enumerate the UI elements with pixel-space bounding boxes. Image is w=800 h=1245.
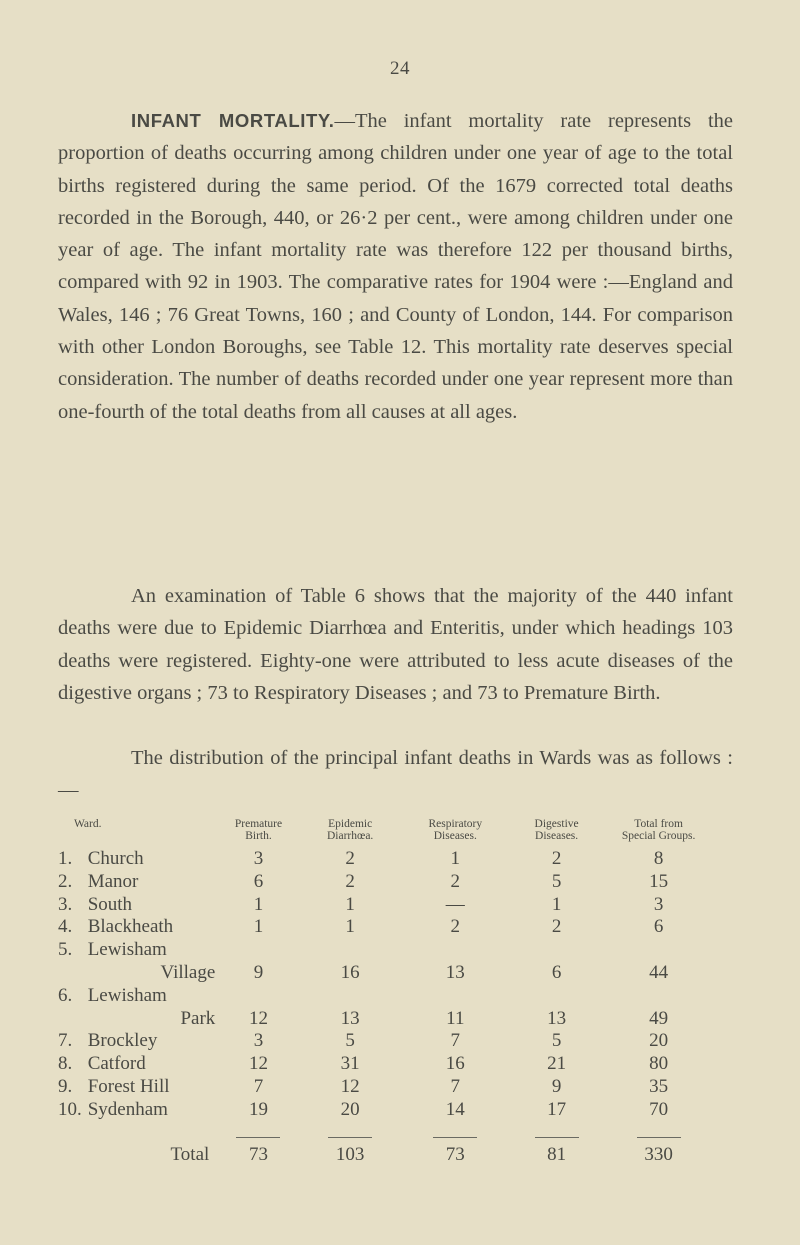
ward-number: 5. xyxy=(58,939,73,961)
ward-name: Brockley xyxy=(87,1030,158,1052)
table-row xyxy=(52,916,712,939)
table-row xyxy=(52,848,712,871)
digestive-value: 13 xyxy=(547,1007,567,1029)
header-respiratory-diseases: Respiratory Diseases. xyxy=(428,818,483,842)
ward-number: 2. xyxy=(58,870,73,892)
digestive-value: 6 xyxy=(551,961,562,983)
respiratory-value: 13 xyxy=(445,961,465,983)
total-label: Total xyxy=(170,1144,210,1166)
ward-name-continued: Park xyxy=(180,1007,216,1029)
ward-name: Catford xyxy=(87,1053,146,1075)
epidemic-value: 5 xyxy=(345,1030,355,1052)
paragraph-text: —The infant mortality rate represents the proportion of deaths occurring among children under one year of age to the total births registered during the same period. Of the 1679 corrected total deaths recorded in the Borough, 440, or 26·2 per cent., were among children under one year of age. The infant mortality rate was therefore 122 per thousand births, compared with 92 in 1903. The comparative rates for 1904 were :—England and Wales, 146 ; 76 Great Towns, 160 ; and County of London, 144. For comparison with other London Boroughs, see Table 12. This mortality rate deserves special consideration. The number of deaths recorded under one year represent more than one-fourth of the total deaths from all causes at all ages. xyxy=(58,110,733,423)
total-digestive: 81 xyxy=(547,1144,567,1166)
ward-infant-deaths-table xyxy=(52,818,712,1167)
total-value: 15 xyxy=(649,870,669,892)
total-value: 49 xyxy=(649,1007,669,1029)
ward-name: Lewisham xyxy=(87,939,167,961)
respiratory-value: — xyxy=(445,893,465,915)
total-value: 35 xyxy=(649,1075,669,1097)
premature-value: 1 xyxy=(253,893,264,915)
ward-number: 1. xyxy=(58,848,73,869)
table-row xyxy=(52,1099,712,1122)
ward-name: Blackheath xyxy=(87,916,174,938)
respiratory-value: 7 xyxy=(450,1075,461,1097)
ward-distribution-intro xyxy=(58,742,733,807)
table-row xyxy=(52,1053,712,1076)
totals-row xyxy=(52,1144,712,1167)
total-value: 6 xyxy=(653,916,664,938)
table-row xyxy=(52,1030,712,1053)
premature-value: 7 xyxy=(253,1075,264,1097)
table6-examination-paragraph xyxy=(58,580,733,709)
epidemic-value: 12 xyxy=(340,1075,360,1097)
total-value: 8 xyxy=(653,848,664,869)
epidemic-value: 1 xyxy=(345,893,355,915)
total-value: 3 xyxy=(653,893,664,915)
ward-number: 7. xyxy=(58,1030,73,1052)
ward-name: South xyxy=(87,893,133,915)
infant-mortality-paragraph xyxy=(58,105,733,428)
ward-number: 9. xyxy=(58,1075,73,1097)
divider xyxy=(433,1137,477,1138)
ward-name-continued: Village xyxy=(160,961,216,983)
table-row xyxy=(52,1076,712,1099)
digestive-value: 5 xyxy=(551,1030,562,1052)
table-row-name-line xyxy=(52,985,712,1008)
epidemic-value: 16 xyxy=(340,961,360,983)
total-epidemic: 103 xyxy=(335,1144,365,1166)
epidemic-value: 31 xyxy=(340,1053,360,1075)
respiratory-value: 1 xyxy=(450,848,461,869)
digestive-value: 2 xyxy=(551,916,562,938)
ward-name: Sydenham xyxy=(87,1098,168,1120)
header-digestive-diseases: Digestive Diseases. xyxy=(534,818,579,842)
respiratory-value: 2 xyxy=(450,916,461,938)
divider xyxy=(328,1137,372,1138)
digestive-value: 21 xyxy=(547,1053,567,1075)
epidemic-value: 1 xyxy=(345,916,355,938)
page-number: 24 xyxy=(390,58,410,79)
respiratory-value: 14 xyxy=(445,1098,465,1120)
header-ward: Ward. xyxy=(74,818,102,830)
section-heading: INFANT MORTALITY. xyxy=(131,110,335,131)
ward-name: Forest Hill xyxy=(87,1075,170,1097)
digestive-value: 5 xyxy=(551,870,562,892)
ward-number: 4. xyxy=(58,916,73,938)
respiratory-value: 16 xyxy=(445,1053,465,1075)
premature-value: 3 xyxy=(253,848,264,869)
total-value: 44 xyxy=(649,961,669,983)
ward-number: 8. xyxy=(58,1053,73,1075)
total-premature: 73 xyxy=(248,1144,268,1166)
ward-number: 6. xyxy=(58,984,73,1006)
table-header-row xyxy=(52,818,712,848)
digestive-value: 17 xyxy=(547,1098,567,1120)
respiratory-value: 7 xyxy=(450,1030,461,1052)
premature-value: 12 xyxy=(248,1007,268,1029)
ward-name: Church xyxy=(87,848,144,869)
premature-value: 6 xyxy=(253,870,264,892)
premature-value: 3 xyxy=(253,1030,264,1052)
divider xyxy=(637,1137,681,1138)
digestive-value: 1 xyxy=(551,893,562,915)
total-value: 70 xyxy=(649,1098,669,1120)
ward-name: Lewisham xyxy=(87,984,167,1006)
table-row xyxy=(52,894,712,917)
paragraph-text: The distribution of the principal infant deaths in Wards was as follows :— xyxy=(58,747,733,802)
header-premature-birth: Premature Birth. xyxy=(234,818,283,842)
table-row xyxy=(52,871,712,894)
epidemic-value: 2 xyxy=(345,848,355,869)
premature-value: 12 xyxy=(248,1053,268,1075)
premature-value: 19 xyxy=(248,1098,268,1120)
premature-value: 9 xyxy=(253,961,264,983)
total-special-groups: 330 xyxy=(644,1144,673,1166)
totals-rule-row xyxy=(52,1122,712,1145)
divider xyxy=(236,1137,280,1138)
total-respiratory: 73 xyxy=(445,1144,465,1166)
digestive-value: 9 xyxy=(551,1075,562,1097)
respiratory-value: 11 xyxy=(446,1007,465,1029)
premature-value: 1 xyxy=(253,916,264,938)
header-epidemic-diarrhoea: Epidemic Diarrhœa. xyxy=(327,818,374,842)
respiratory-value: 2 xyxy=(450,870,461,892)
ward-number: 10. xyxy=(58,1098,82,1120)
ward-number: 3. xyxy=(58,893,73,915)
total-value: 80 xyxy=(649,1053,669,1075)
header-total-special-groups: Total from Special Groups. xyxy=(621,818,696,842)
epidemic-value: 13 xyxy=(340,1007,360,1029)
total-value: 20 xyxy=(649,1030,669,1052)
table-row xyxy=(52,962,712,985)
paragraph-text: An examination of Table 6 shows that the majority of the 440 infant deaths were due to Epidemic Diarrhœa and Enteritis, under which headings 103 deaths were registered. Eighty-one were attributed to less acute diseases of the digestive organs ; 73 to Respiratory Diseases ; and 73 to Premature Birth. xyxy=(58,585,733,704)
table-row xyxy=(52,1008,712,1031)
digestive-value: 2 xyxy=(551,848,562,869)
epidemic-value: 2 xyxy=(345,870,355,892)
table-row-name-line xyxy=(52,939,712,962)
ward-name: Manor xyxy=(87,870,139,892)
epidemic-value: 20 xyxy=(340,1098,360,1120)
divider xyxy=(535,1137,579,1138)
